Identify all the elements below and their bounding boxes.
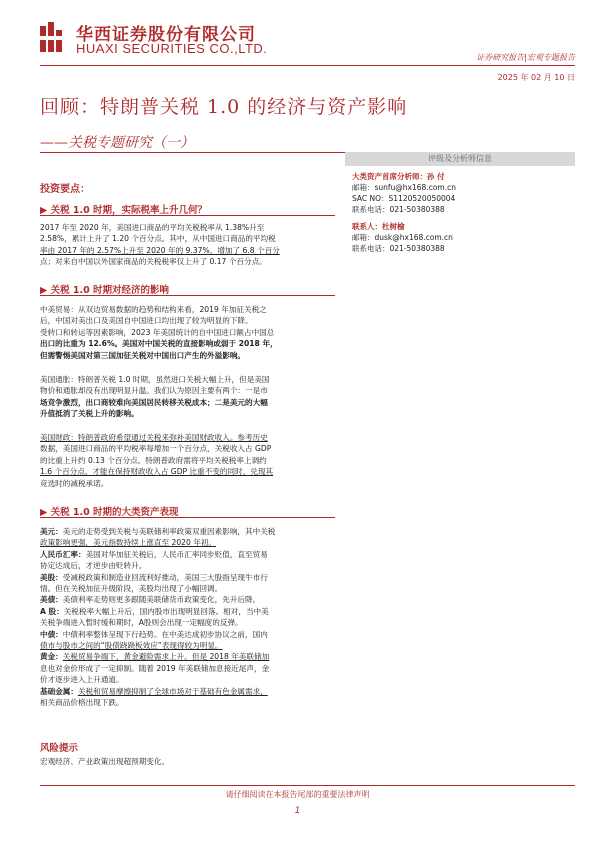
asset-line: 债市与股市之间的“股债跷跷板效应”表现得较为明显。 (40, 641, 223, 651)
section-2-inflation (40, 374, 335, 420)
text-line: 升值抵消了关税上升的影响。 (40, 409, 139, 419)
text-line: 竞选时的减税承诺。 (40, 478, 109, 488)
text-line: 出口的比重为 12.6%。美国对中国关税的直接影响或弱于 2018 年， (40, 339, 278, 349)
asset-line: 美债：美债利率走势则更多跟随美联储货币政策变化，先升后降。 (40, 595, 261, 605)
footer-divider (40, 785, 575, 786)
contact-phone: 联系电话：021-50380388 (352, 244, 445, 253)
section-3-heading (40, 500, 335, 518)
section-3-assets (40, 526, 335, 709)
analyst-info-heading: 评级及分析师信息 (345, 152, 575, 166)
text-line: 点；对来自中国以外国家商品的关税税率仅上升了 0.17 个百分点。 (40, 257, 267, 267)
text-line: 中美贸易：从双边贸易数据的趋势和结构来看，2019 年加征关税之 (40, 305, 267, 314)
company-name-en: HUAXI SECURITIES CO.,LTD. (76, 41, 268, 56)
text-line: 2017 年至 2020 年，美国进口商品的平均关税税率从 1.38%升至 (40, 223, 265, 232)
text-line: 数据，美国进口商品的平均税率每增加一个百分点，关税收入占 GDP (40, 444, 272, 454)
text-line: 后，中国对美出口及美国自中国进口均出现了较为明显的下降。 (40, 316, 253, 326)
legal-notice: 请仔细阅读在本报告尾部的重要法律声明 (225, 790, 370, 799)
text-line: 美国财政：特朗普政府希望通过关税来弥补美国财政收入。参考历史 (40, 433, 268, 442)
analyst-info-box (352, 171, 575, 254)
report-type-tags: 证券研究报告|宏观专题报告 (476, 53, 575, 62)
asset-line: 相关商品价格出现下跌。 (40, 698, 124, 708)
huaxi-logo-icon (40, 22, 68, 52)
text-line: 但需警惕美国对第三国加征关税对中国出口产生的外溢影响。 (40, 350, 246, 360)
section-2-fiscal (40, 432, 335, 489)
text-line: 的比重上升约 0.13 个百分点。特朗普政府需将平均关税税率上调约 (40, 455, 267, 465)
asset-line: 基础金属：关税和贸易摩擦抑制了全球市场对于基础有色金属需求， (40, 686, 268, 696)
key-points-heading: 投资要点： (40, 184, 90, 195)
asset-line: 协定达成后，才逆步由贬转升。 (40, 561, 147, 571)
text-line: 受转口和转运等因素影响，2023 年美国统计的自中国进口额占中国总 (40, 327, 275, 337)
asset-line: 情。但在关税加征升级阶段，美股均出现了小幅回调。 (40, 584, 223, 594)
asset-line: 美股：受减税政策和制造业回流利好推动，美国三大股指呈现牛市行 (40, 572, 268, 582)
section-2-title: ▶ 关税 1.0 时期对经济的影响 (40, 285, 170, 296)
asset-line: 政策影响更强，美元指数持续上涨直至 2020 年初。 (40, 538, 217, 548)
asset-line: 黄金：关税贸易争端下，黄金避险需求上升。但是 2018 年美联储加 (40, 652, 270, 662)
analyst-phone: 联系电话：021-50380388 (352, 205, 445, 214)
analyst-sac-no: SAC NO：S1120520050004 (352, 194, 456, 203)
asset-line: A 股：关税税率大幅上升后，国内股市出现明显回落。相对，当中美 (40, 606, 269, 616)
asset-line: 价才逐步进入上升通道。 (40, 675, 124, 685)
header-divider (40, 65, 575, 66)
section-2-heading (40, 278, 335, 296)
asset-line: 关税争端进入暂时缓和期时，A股则会出现一定幅度的反弹。 (40, 618, 243, 628)
section-2-trade (40, 304, 335, 361)
analyst-name: 大类资产首席分析师：孙 付 (352, 172, 445, 181)
section-3-title: ▶ 关税 1.0 时期的大类资产表现 (40, 507, 179, 518)
asset-line: 息也对金价形成了一定抑制。随着 2019 年美联储加息接近尾声，金 (40, 663, 270, 673)
contact-email[interactable]: 邮箱：dusk@hx168.com.cn (352, 233, 453, 242)
risk-text: 宏观经济、产业政策出现超预期变化。 (40, 757, 170, 766)
risk-heading: 风险提示 (40, 743, 79, 754)
asset-line: 美元：美元的走势受到关税与美联储利率政策双重因素影响，其中关税 (40, 527, 276, 536)
page-number: 1 (294, 806, 301, 816)
text-line: 率由 2017 年的 2.57%上升至 2020 年的 9.37%，增加了 6.8 个百分 (40, 245, 280, 255)
company-name-cn: 华西证券股份有限公司 (76, 25, 256, 45)
analyst-email[interactable]: 邮箱：sunfu@hx168.com.cn (352, 183, 456, 192)
section-1-heading (40, 198, 335, 216)
contact-name: 联系人：杜树榆 (352, 222, 405, 231)
text-line: 场竞争激烈，出口商较难向美国居民转移关税成本；二是美元的大幅 (40, 397, 268, 407)
text-line: 1.6 个百分点，才能在保持财政收入占 GDP 比重不变的同时，兑现其 (40, 467, 274, 477)
text-line: 2.58%，累计上升了 1.20 个百分点。其中，从中国进口商品的平均税 (40, 234, 276, 244)
asset-line: 人民币汇率：美国对华加征关税后，人民币汇率同步贬值，直至贸易 (40, 549, 268, 559)
section-1-title: ▶ 关税 1.0 时期，实际税率上升几何？ (40, 205, 208, 216)
asset-line: 中债：中债利率整体呈现下行趋势。在中美达成初步协议之前，国内 (40, 629, 268, 639)
section-1-body (40, 222, 335, 268)
page-title: 回顾：特朗普关税 1.0 的经济与资产影响 (40, 96, 408, 118)
report-date: 2025 年 02 月 10 日 (497, 73, 575, 82)
text-line: 美国通胀：特朗普关税 1.0 时期，虽然进口关税大幅上升，但是美国 (40, 375, 270, 384)
page-subtitle: ——关税专题研究（一） (40, 135, 194, 151)
text-line: 物价和通胀却没有出现明显升温。我们认为原因主要有两个：一是市 (40, 386, 268, 396)
